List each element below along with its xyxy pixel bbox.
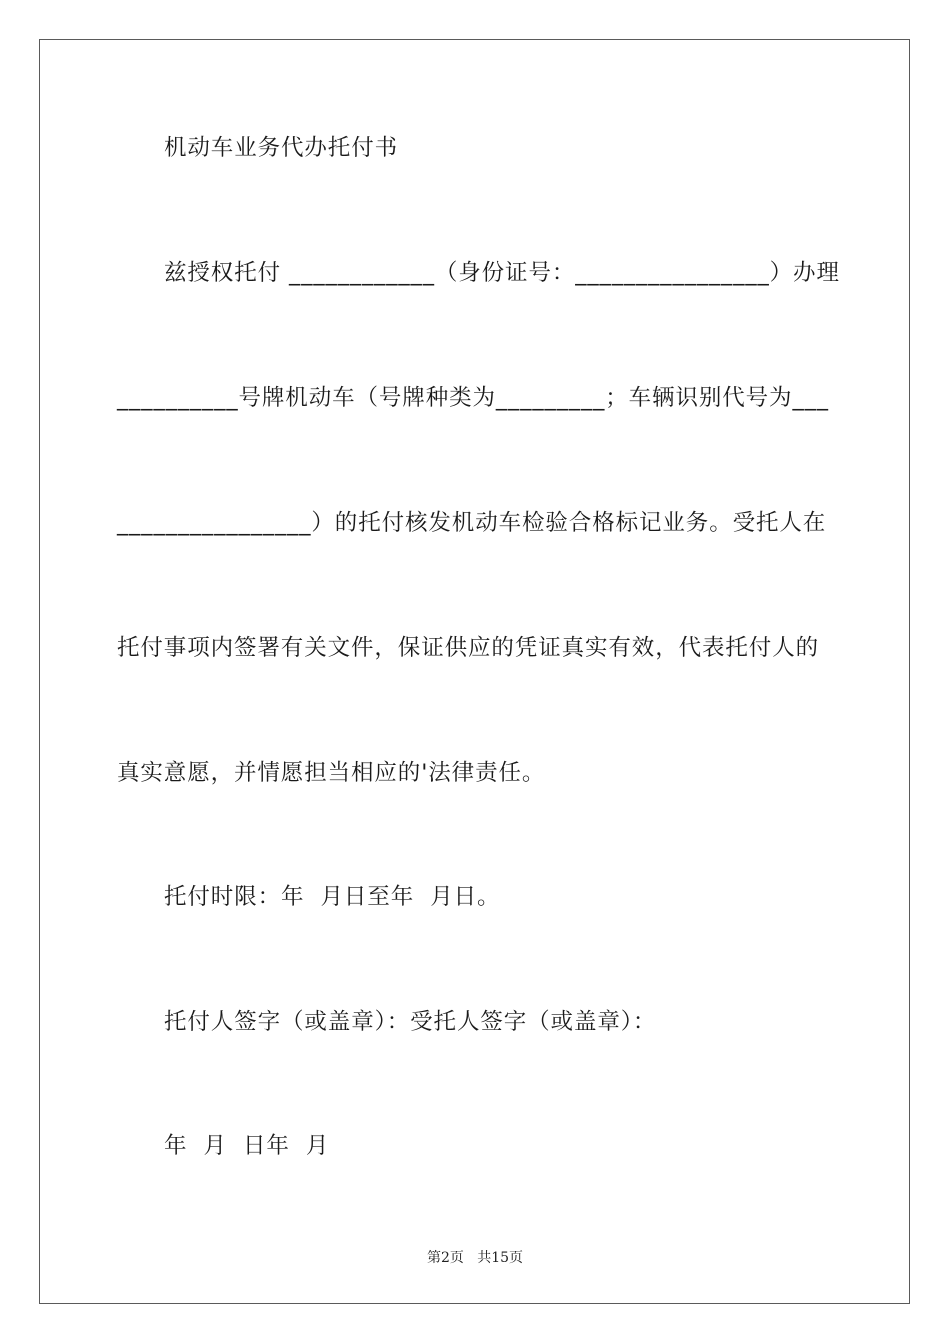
page-frame [39, 39, 910, 1304]
signature-line: 托付人签字（或盖章）：受托人签字（或盖章）： [164, 1009, 657, 1035]
paragraph-line-plate: __________号牌机动车（号牌种类为_________；车辆识别代号为___ [117, 385, 829, 411]
date-line: 年 月 日年 月 [164, 1133, 330, 1159]
paragraph-line-documents: 托付事项内签署有关文件，保证供应的凭证真实有效，代表托付人的 [117, 635, 820, 661]
document-title: 机动车业务代办托付书 [164, 135, 399, 161]
paragraph-line-business: ________________）的托付核发机动车检验合格标记业务。受托人在 [117, 510, 827, 536]
page-number-footer: 第2页 共15页 [426, 1250, 524, 1266]
paragraph-line-authorization: 兹授权托付 ____________（身份证号：________________）办理 [164, 260, 840, 286]
paragraph-line-liability: 真实意愿，并情愿担当相应的'法律责任。 [117, 760, 546, 786]
entrust-period-line: 托付时限：年 月日至年 月日。 [164, 884, 501, 910]
